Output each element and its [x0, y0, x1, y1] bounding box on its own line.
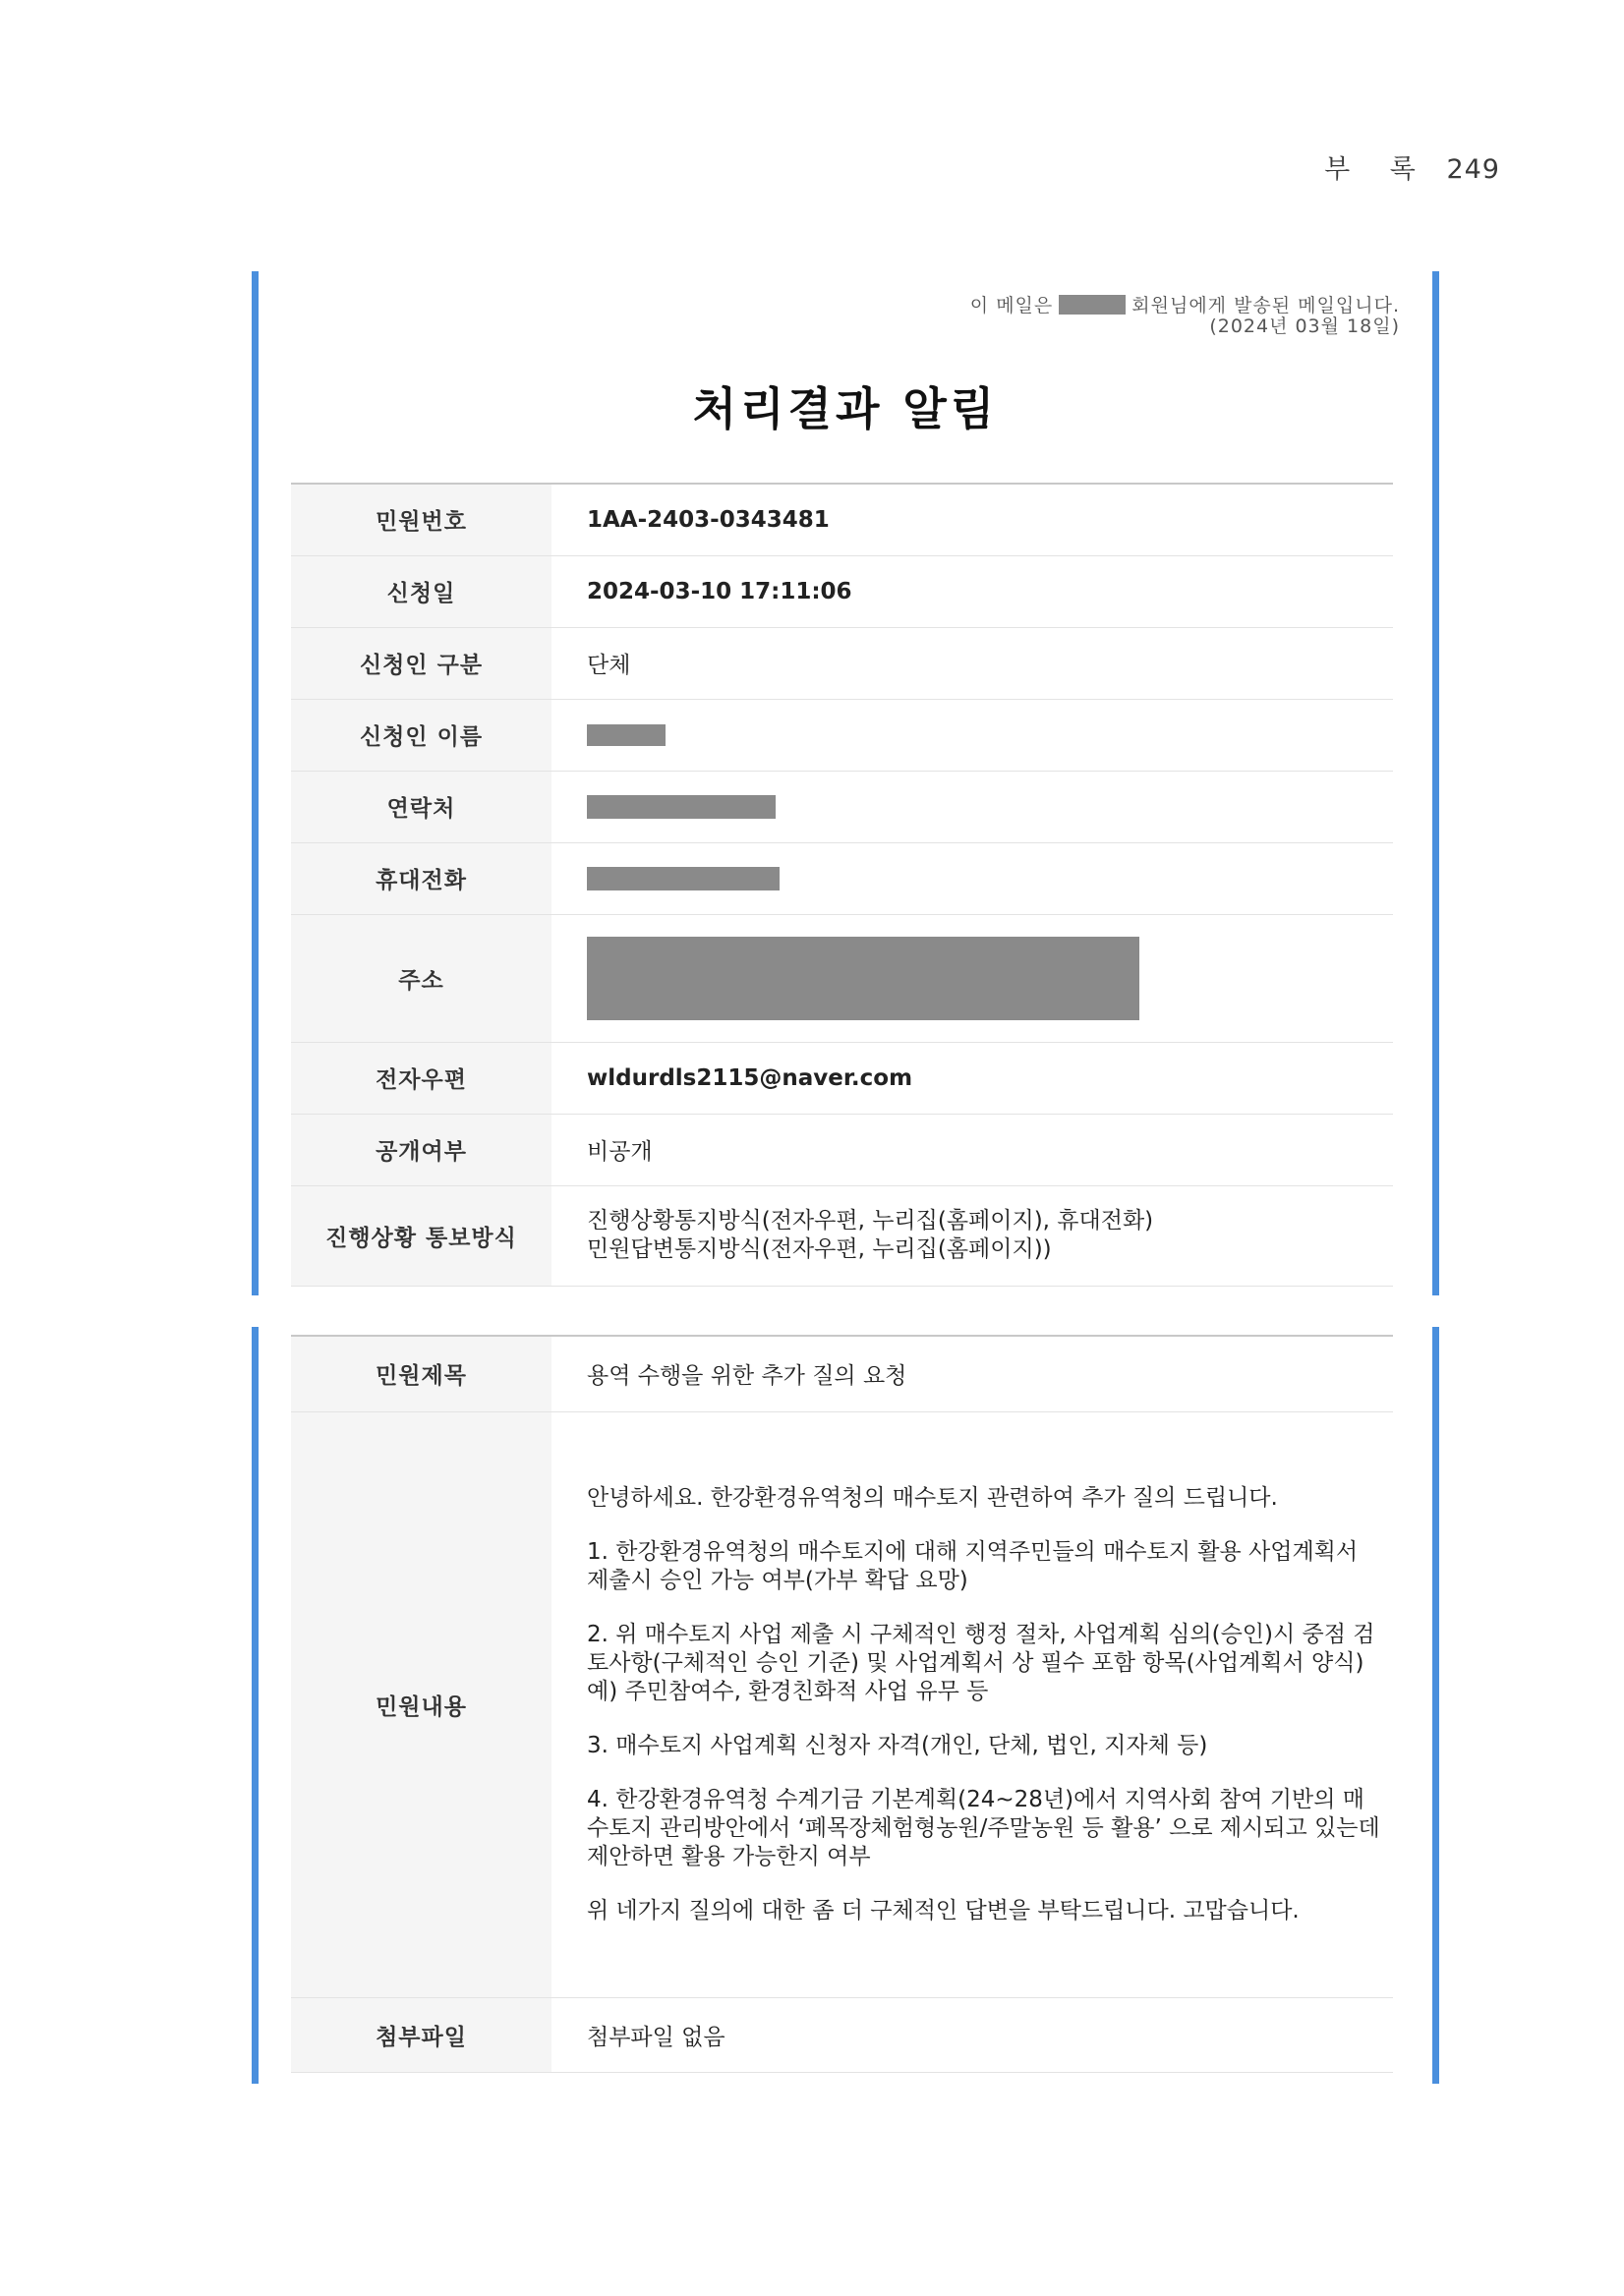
- application-date: 2024-03-10 17:11:06: [551, 555, 1393, 627]
- notification-method: [551, 1185, 1393, 1286]
- notice-date: (2024년 03월 18일): [1209, 316, 1400, 337]
- table-row: [291, 771, 1393, 842]
- notice-prefix: 이 메일은: [969, 295, 1054, 316]
- page-title: 처리결과 알림: [692, 382, 999, 435]
- row-label: 첨부파일: [291, 1997, 551, 2072]
- table-row: [291, 1336, 1393, 1411]
- attachment-status: 첨부파일 없음: [551, 1997, 1393, 2072]
- row-label: 연락처: [291, 771, 551, 842]
- complaint-number: 1AA-2403-0343481: [551, 484, 1393, 555]
- row-label: 신청일: [291, 555, 551, 627]
- table-row: [291, 842, 1393, 914]
- applicant-name-cell: [551, 699, 1393, 771]
- content-paragraph: 2. 위 매수토지 사업 제출 시 구체적인 행정 절차, 사업계획 심의(승인)시 중점 검토사항(구체적인 승인 기준) 및 사업계획서 상 필수 포함 항목(사업계획서 양식) 예) 주민참여수, 환경친화적 사업 유무 등: [587, 1621, 1375, 1704]
- redacted-address: [587, 937, 1139, 1020]
- table-row: [291, 555, 1393, 627]
- complaint-content: [551, 1411, 1393, 1997]
- table-row: [291, 1114, 1393, 1185]
- content-paragraph: 3. 매수토지 사업계획 신청자 자격(개인, 단체, 법인, 지자체 등): [587, 1732, 1208, 1758]
- row-label: 민원번호: [291, 484, 551, 555]
- address-cell: [551, 914, 1393, 1042]
- table-row: [291, 627, 1393, 699]
- complaint-panel: [252, 1327, 1439, 2084]
- content-paragraph: 1. 한강환경유역청의 매수토지에 대해 지역주민들의 매수토지 활용 사업계획서 제출시 승인 가능 여부(가부 확답 요망): [587, 1538, 1359, 1593]
- info-table: [291, 483, 1393, 1287]
- row-label: 전자우편: [291, 1042, 551, 1114]
- content-paragraph: 안녕하세요. 한강환경유역청의 매수토지 관련하여 추가 질의 드립니다.: [587, 1484, 1278, 1511]
- progress-notification: 진행상황통지방식(전자우편, 누리집(홈페이지), 휴대전화): [587, 1208, 1154, 1234]
- table-row: [291, 914, 1393, 1042]
- complaint-table-wrap: [291, 1335, 1393, 2073]
- page-header: [1324, 147, 1500, 186]
- answer-notification: 민원답변통지방식(전자우편, 누리집(홈페이지)): [587, 1236, 1052, 1262]
- disclosure-status: 비공개: [551, 1114, 1393, 1185]
- content-paragraph: 위 네가지 질의에 대한 좀 더 구체적인 답변을 부탁드립니다. 고맙습니다.: [587, 1897, 1300, 1923]
- page-number: 249: [1446, 154, 1500, 185]
- section-label: 부 록: [1324, 154, 1431, 185]
- complaint-title: 용역 수행을 위한 추가 질의 요청: [551, 1336, 1393, 1411]
- redacted-contact: [587, 795, 776, 819]
- row-label: 주소: [291, 914, 551, 1042]
- notification-panel: [252, 271, 1439, 1295]
- table-row: [291, 699, 1393, 771]
- row-label: 공개여부: [291, 1114, 551, 1185]
- row-label: 민원내용: [291, 1411, 551, 1997]
- redacted-applicant-name: [587, 724, 666, 746]
- table-row: [291, 1042, 1393, 1114]
- info-table-wrap: [291, 483, 1393, 1287]
- email-address: wldurdls2115@naver.com: [551, 1042, 1393, 1114]
- table-row: [291, 1185, 1393, 1286]
- table-row: [291, 1411, 1393, 1997]
- row-label: 휴대전화: [291, 842, 551, 914]
- applicant-type: 단체: [551, 627, 1393, 699]
- mobile-cell: [551, 842, 1393, 914]
- redacted-mobile: [587, 867, 780, 890]
- content-paragraph: 4. 한강환경유역청 수계기금 기본계획(24~28년)에서 지역사회 참여 기반의 매수토지 관리방안에서 ‘폐목장체험형농원/주말농원 등 활용’ 으로 제시되고 있는데 제안하면 활용 가능한지 여부: [587, 1786, 1380, 1869]
- notice-suffix: 회원님에게 발송된 메일입니다.: [1131, 295, 1400, 316]
- row-label: 신청인 구분: [291, 627, 551, 699]
- email-notice: [970, 295, 1400, 337]
- complaint-table: [291, 1335, 1393, 2073]
- row-label: 신청인 이름: [291, 699, 551, 771]
- table-row: [291, 1997, 1393, 2072]
- table-row: [291, 484, 1393, 555]
- contact-cell: [551, 771, 1393, 842]
- redacted-member-name: [1059, 295, 1126, 315]
- row-label: 민원제목: [291, 1336, 551, 1411]
- row-label: 진행상황 통보방식: [291, 1185, 551, 1286]
